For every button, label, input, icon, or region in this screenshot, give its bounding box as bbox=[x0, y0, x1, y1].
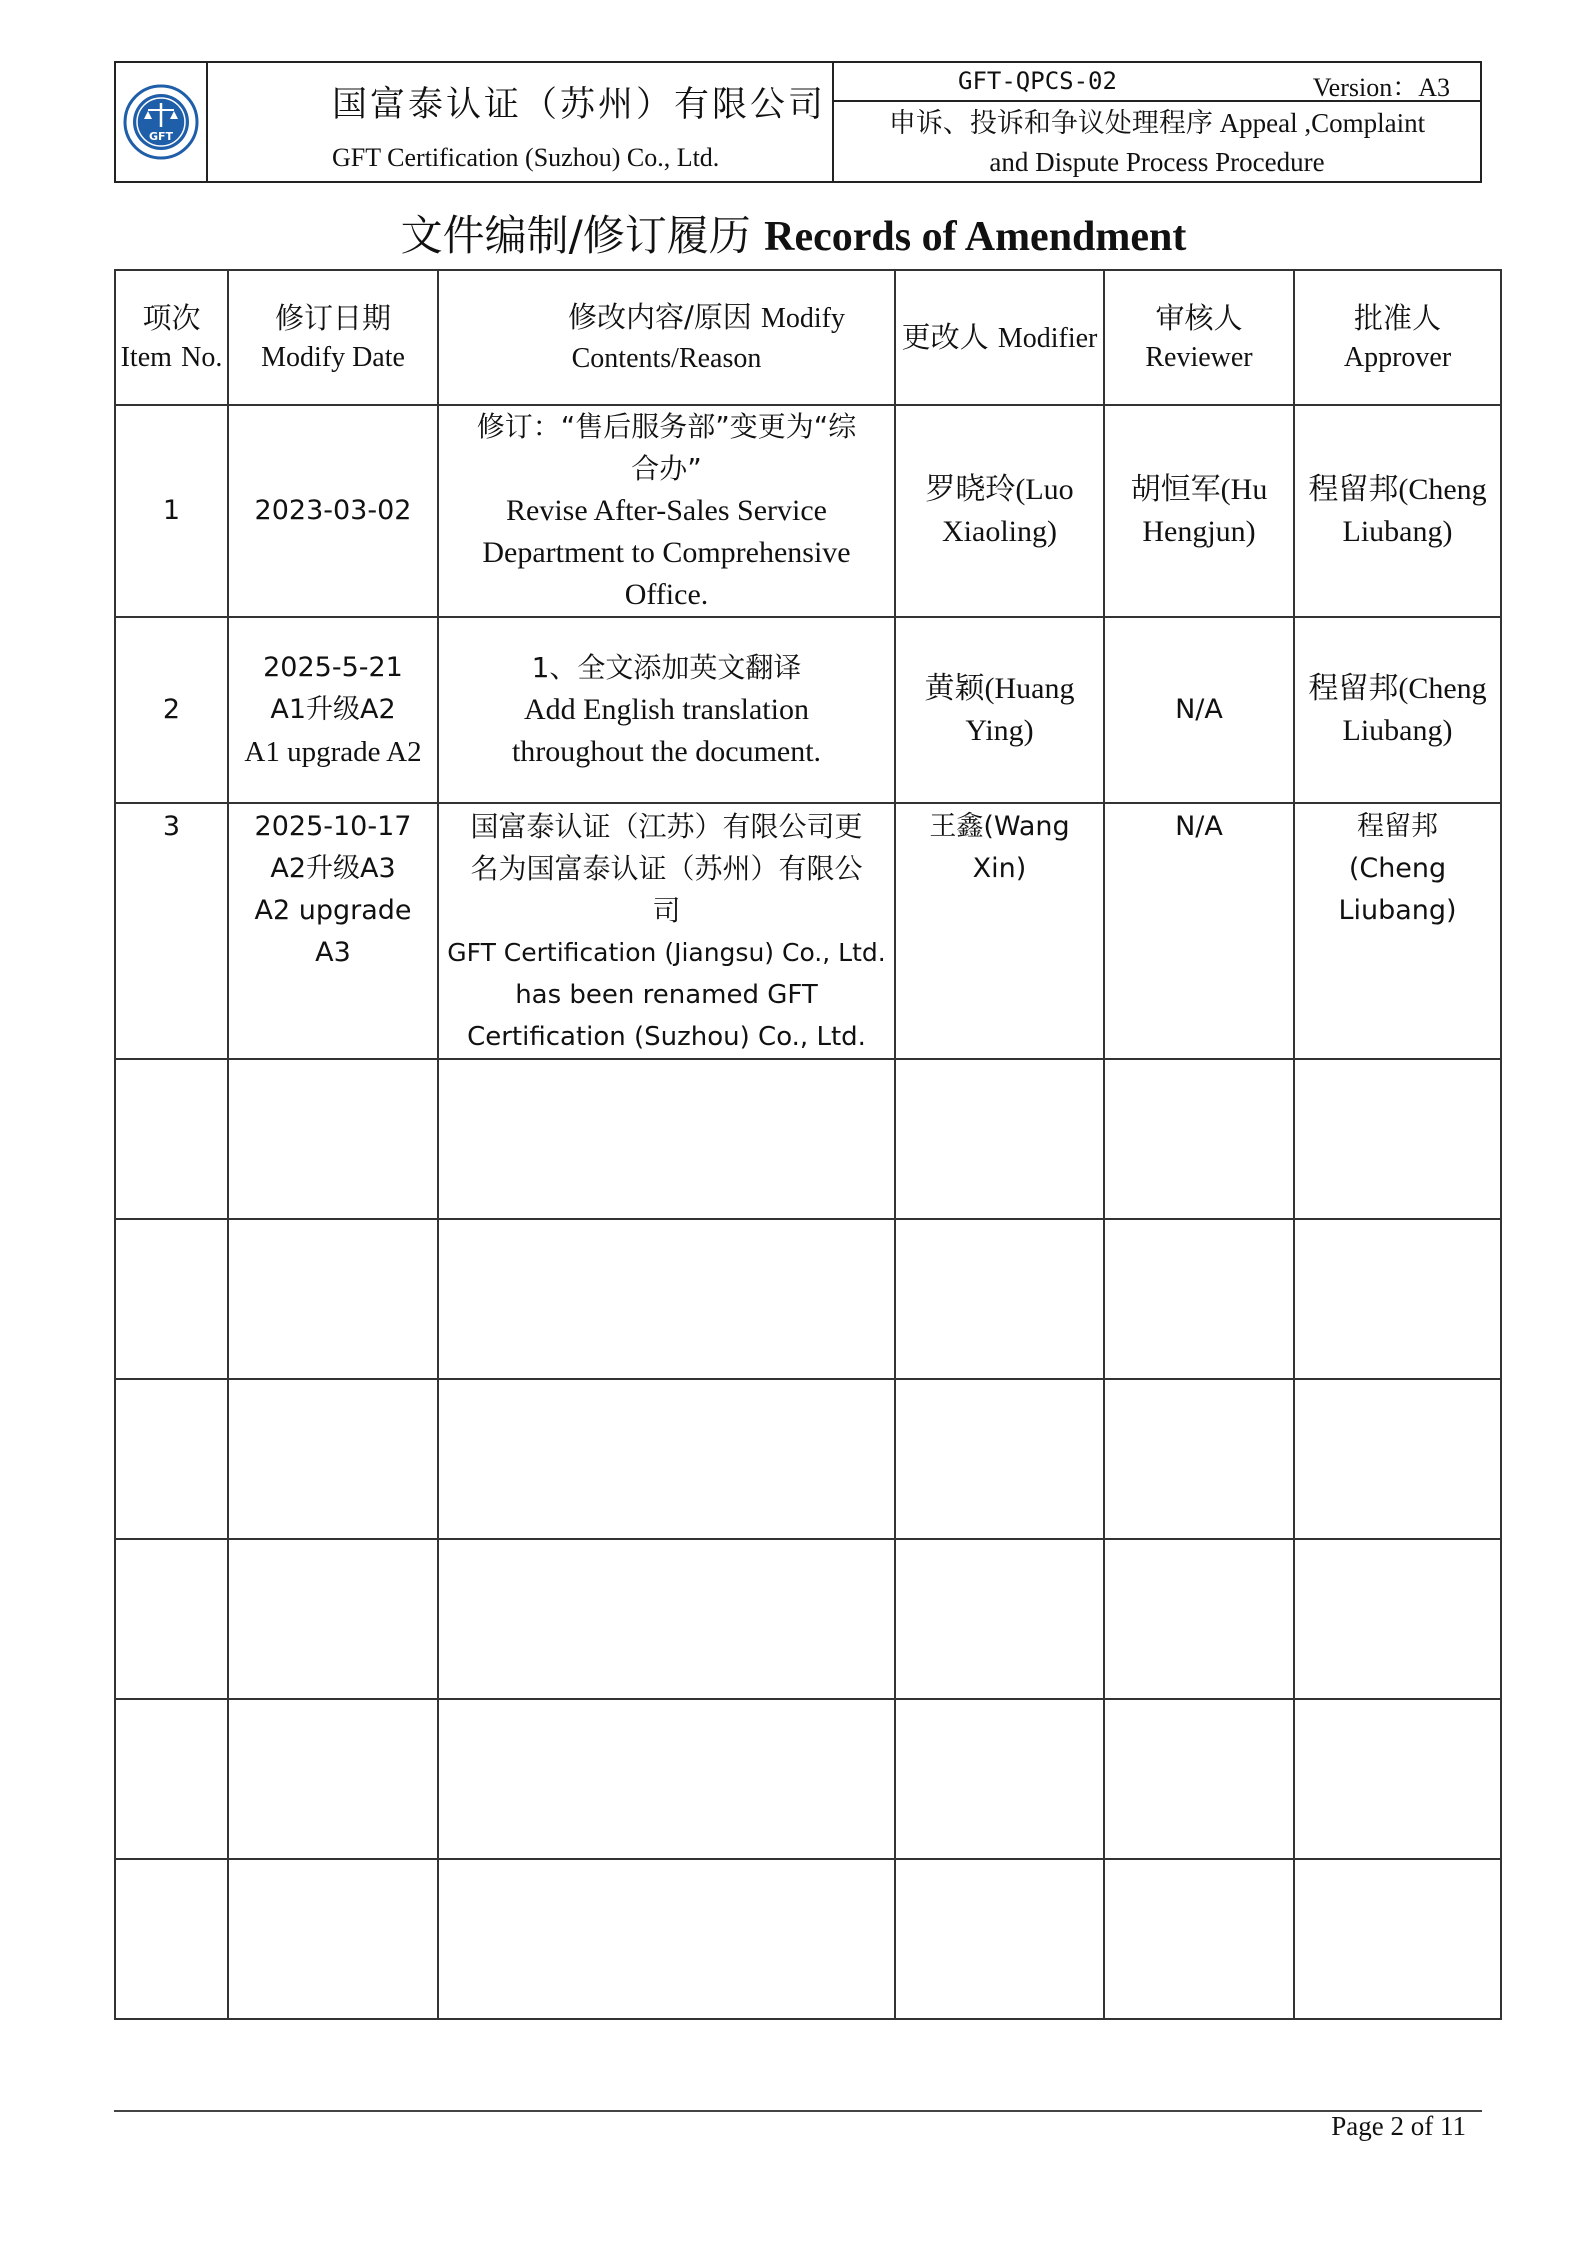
empty-cell bbox=[1104, 1699, 1294, 1859]
empty-cell bbox=[115, 1539, 228, 1699]
document-code: GFT-QPCS-02 bbox=[958, 67, 1117, 95]
header-approver: 批准人 Approver bbox=[1294, 270, 1501, 405]
amendment-table bbox=[114, 269, 1502, 2020]
empty-cell bbox=[115, 1219, 228, 1379]
empty-table-row bbox=[115, 1059, 1501, 1219]
cell-reviewer: 胡恒军(Hu Hengjun) bbox=[1104, 405, 1294, 617]
empty-cell bbox=[228, 1379, 438, 1539]
empty-cell bbox=[438, 1539, 895, 1699]
empty-cell bbox=[895, 1859, 1104, 2019]
table-header-row bbox=[115, 270, 1501, 405]
empty-table-row bbox=[115, 1219, 1501, 1379]
svg-text:GFT: GFT bbox=[148, 130, 174, 143]
empty-cell bbox=[115, 1699, 228, 1859]
logo-cell bbox=[116, 63, 208, 181]
document-title-en-2: and Dispute Process Procedure bbox=[989, 147, 1325, 177]
cell-reviewer: N/A bbox=[1104, 617, 1294, 803]
header-modify-contents: 修改内容/原因 Modify Contents/Reason bbox=[438, 270, 895, 405]
document-title-cn: 申诉、投诉和争议处理程序 bbox=[888, 108, 1213, 139]
document-title-en-1: Appeal ,Complaint bbox=[1219, 108, 1426, 138]
empty-table-row bbox=[115, 1859, 1501, 2019]
empty-cell bbox=[895, 1539, 1104, 1699]
cell-approver: 程留邦(Cheng Liubang) bbox=[1294, 405, 1501, 617]
empty-cell bbox=[115, 1059, 228, 1219]
empty-cell bbox=[1104, 1379, 1294, 1539]
cell-approver: 程留邦 (Cheng Liubang) bbox=[1294, 803, 1501, 1059]
cell-modify-contents: 国富泰认证（江苏）有限公司更 名为国富泰认证（苏州）有限公 司 GFT Certification (Jiangsu) Co., Ltd. has been renamed GFT Certification (Suzhou) Co., Ltd. bbox=[438, 803, 895, 1059]
cell-approver: 程留邦(Cheng Liubang) bbox=[1294, 617, 1501, 803]
company-name-cell bbox=[208, 63, 834, 181]
cell-item-no: 3 bbox=[115, 803, 228, 1059]
cell-modifier: 黄颖(Huang Ying) bbox=[895, 617, 1104, 803]
page-title-cn: 文件编制/修订履历 bbox=[400, 211, 751, 260]
empty-cell bbox=[1104, 1859, 1294, 2019]
cell-modify-date: 2023-03-02 bbox=[228, 405, 438, 617]
header-reviewer: 审核人 Reviewer bbox=[1104, 270, 1294, 405]
page-title bbox=[0, 203, 1587, 263]
document-info-cell bbox=[834, 63, 1480, 181]
cell-reviewer: N/A bbox=[1104, 803, 1294, 1059]
document-header bbox=[114, 61, 1482, 183]
empty-cell bbox=[115, 1859, 228, 2019]
cell-item-no: 1 bbox=[115, 405, 228, 617]
empty-cell bbox=[438, 1379, 895, 1539]
empty-cell bbox=[228, 1539, 438, 1699]
empty-cell bbox=[895, 1059, 1104, 1219]
empty-cell bbox=[115, 1379, 228, 1539]
empty-cell bbox=[438, 1859, 895, 2019]
gft-logo-icon bbox=[122, 83, 200, 161]
page-number: Page 2 of 11 bbox=[1331, 2111, 1466, 2141]
cell-modify-date: 2025-5-21 A1升级A2 A1 upgrade A2 bbox=[228, 617, 438, 803]
empty-cell bbox=[1104, 1059, 1294, 1219]
header-modifier: 更改人 Modifier bbox=[895, 270, 1104, 405]
empty-cell bbox=[228, 1219, 438, 1379]
empty-cell bbox=[1294, 1539, 1501, 1699]
empty-cell bbox=[228, 1699, 438, 1859]
cell-modifier: 罗晓玲(Luo Xiaoling) bbox=[895, 405, 1104, 617]
cell-modify-contents: 1、全文添加英文翻译 Add English translation throughout the document. bbox=[438, 617, 895, 803]
document-title bbox=[834, 102, 1480, 181]
empty-cell bbox=[228, 1059, 438, 1219]
table-row bbox=[115, 803, 1501, 1059]
empty-table-row bbox=[115, 1539, 1501, 1699]
empty-cell bbox=[438, 1219, 895, 1379]
header-modify-date: 修订日期 Modify Date bbox=[228, 270, 438, 405]
empty-cell bbox=[438, 1699, 895, 1859]
empty-cell bbox=[1294, 1219, 1501, 1379]
empty-cell bbox=[228, 1859, 438, 2019]
empty-table-row bbox=[115, 1379, 1501, 1539]
cell-modifier: 王鑫(Wang Xin) bbox=[895, 803, 1104, 1059]
doc-code-row bbox=[834, 63, 1480, 102]
empty-cell bbox=[895, 1379, 1104, 1539]
empty-cell bbox=[895, 1699, 1104, 1859]
company-name-en: GFT Certification (Suzhou) Co., Ltd. bbox=[332, 143, 720, 172]
empty-cell bbox=[1104, 1219, 1294, 1379]
empty-table-row bbox=[115, 1699, 1501, 1859]
empty-cell bbox=[1294, 1379, 1501, 1539]
company-name-cn: 国富泰认证（苏州）有限公司 bbox=[332, 85, 827, 125]
empty-cell bbox=[1294, 1059, 1501, 1219]
empty-cell bbox=[895, 1219, 1104, 1379]
table-row bbox=[115, 617, 1501, 803]
cell-item-no: 2 bbox=[115, 617, 228, 803]
empty-cell bbox=[438, 1059, 895, 1219]
empty-cell bbox=[1104, 1539, 1294, 1699]
cell-modify-date: 2025-10-17 A2升级A3 A2 upgrade A3 bbox=[228, 803, 438, 1059]
cell-modify-contents: 修订：“售后服务部”变更为“综 合办” Revise After-Sales Service Department to Comprehensive Office. bbox=[438, 405, 895, 617]
footer-divider bbox=[114, 2110, 1482, 2112]
page-title-en: Records of Amendment bbox=[764, 214, 1187, 260]
header-item-no: 项次 Item No. bbox=[115, 270, 228, 405]
empty-cell bbox=[1294, 1699, 1501, 1859]
table-row bbox=[115, 405, 1501, 617]
empty-cell bbox=[1294, 1859, 1501, 2019]
document-version: Version：A3 bbox=[1312, 73, 1450, 102]
